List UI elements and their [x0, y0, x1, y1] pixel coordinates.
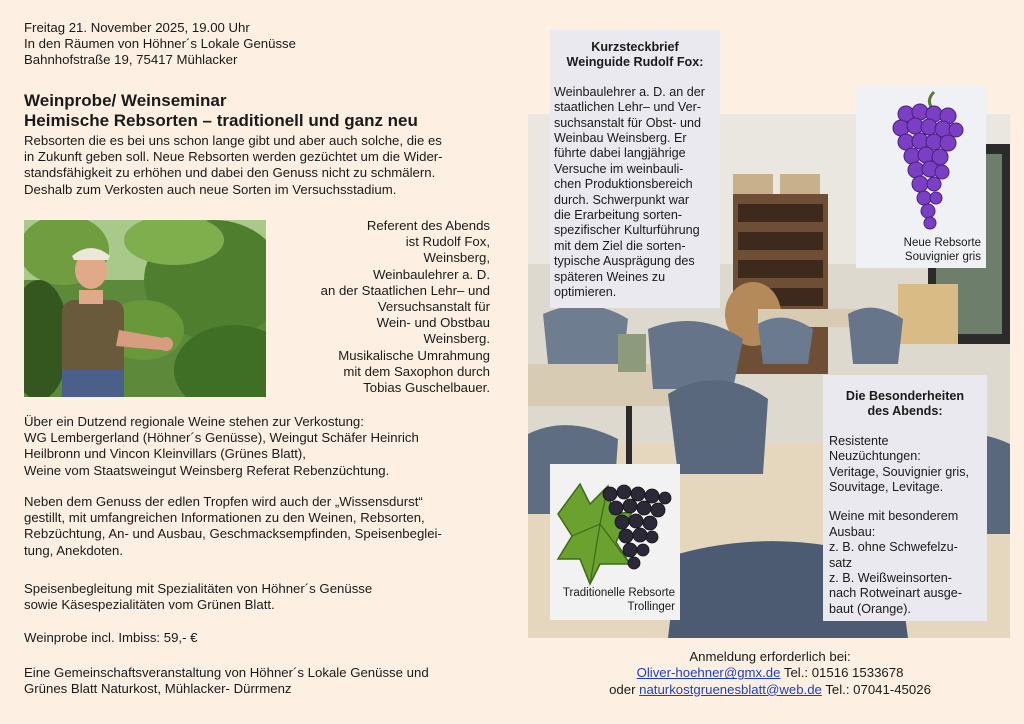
special-line: z. B. Weißweinsorten-: [829, 571, 952, 586]
profile-heading-line: Kurzsteckbrief: [591, 40, 679, 54]
referent-line: Tobias Guschelbauer.: [363, 380, 490, 396]
profile-line: mit dem Ziel die sorten-: [554, 238, 686, 253]
special-card: [823, 375, 987, 621]
price-text: Weinprobe incl. Imbiss: 59,- €: [24, 630, 198, 645]
wissensdurst-line: Rebzüchtung, An- und Ausbau, Geschmacksempfinden, Speisenbeglei-: [24, 526, 442, 542]
event-date: Freitag 21. November 2025, 19.00 Uhr: [24, 20, 250, 35]
wissensdurst-line: tung, Anekdoten.: [24, 542, 123, 558]
profile-line: Weinbau Weinsberg. Er: [554, 131, 687, 146]
profile-line: optimieren.: [554, 285, 617, 300]
wines-line: Heilbronn und Vincon Kleinvillars (Grünes Blatt),: [24, 446, 306, 462]
referent-line: Musikalische Umrahmung: [338, 347, 490, 363]
grape-old-caption: [563, 586, 675, 614]
profile-line: spezifischer Kulturführung: [554, 223, 700, 238]
organizers-line: Eine Gemeinschaftsveranstaltung von Höhner´s Lokale Genüsse und: [24, 665, 429, 680]
speisen-line: Speisenbegleitung mit Spezialitäten von Höhner´s Genüsse: [24, 581, 373, 596]
event-venue: In den Räumen von Höhner´s Lokale Genüsse: [24, 36, 296, 52]
special-line: nach Rotweinart ausge-: [829, 586, 963, 601]
profile-line: staatlichen Lehr– und Ver-: [554, 100, 702, 115]
wines-paragraph: [24, 414, 504, 479]
referent-line: mit dem Saxophon durch: [343, 363, 490, 379]
page-title: [24, 91, 494, 131]
phone-2: Tel.: 07041-45026: [821, 681, 931, 697]
referent-line: Referent des Abends: [366, 218, 490, 233]
referent-line: an der Staatlichen Lehr– und: [320, 282, 490, 298]
registration-line-1: [540, 665, 1000, 681]
profile-line: typische Ausprägung des: [554, 254, 695, 269]
intro-line: Deshalb zum Verkosten auch neue Sorten im Versuchsstadium.: [24, 181, 397, 197]
referent-line: Versuchsanstalt für: [377, 299, 490, 315]
referent-line: Weinbaulehrer a. D.: [372, 266, 490, 282]
special-line: Weine mit besonderem: [829, 509, 959, 524]
special-line: satz: [829, 555, 853, 570]
or-text: oder: [609, 681, 640, 697]
referent-line: Weinsberg,: [423, 250, 490, 266]
profile-line: die Erarbeitung sorten-: [554, 208, 683, 223]
referent-info: [272, 218, 490, 396]
profile-line: Versuche im weinbauli-: [554, 161, 684, 176]
wines-line: Über ein Dutzend regionale Weine stehen zur Verkostung:: [24, 414, 364, 429]
grape-new-caption-line: Souvignier gris: [904, 251, 981, 263]
special-heading-line: des Abends:: [867, 404, 943, 419]
special-line: Neuzüchtungen:: [829, 449, 921, 464]
referent-line: ist Rudolf Fox,: [405, 234, 490, 250]
special-line: Souvitage, Levitage.: [829, 480, 944, 495]
profile-line: führte dabei langjährige: [554, 146, 686, 161]
referent-line: Weinsberg.: [423, 331, 490, 347]
intro-line: standsfähigkeit zu erhöhen und dabei den Genuss nicht zu schmälern.: [24, 165, 436, 181]
title-line-2: Heimische Rebsorten – traditionell und ganz neu: [24, 111, 418, 130]
organizers-paragraph: [24, 665, 504, 697]
speisen-paragraph: [24, 581, 504, 613]
registration-line-2: [540, 682, 1000, 698]
intro-line: in Zukunft geben soll. Neue Rebsorten werden gezüchtet um die Wider-: [24, 149, 443, 165]
profile-line: Weinbaulehrer a. D. an der: [554, 84, 705, 99]
grape-old-caption-line: Trollinger: [627, 601, 675, 613]
profile-line: durch. Schwerpunkt war: [554, 192, 690, 207]
wissensdurst-line: gestillt, mit umfangreichen Informationen zu den Weinen, Rebsorten,: [24, 510, 425, 526]
profile-card: [550, 30, 720, 308]
profile-line: späteren Weines zu: [554, 269, 666, 284]
grape-old-figure: [550, 464, 680, 620]
profile-card-heading: [554, 40, 716, 71]
intro-paragraph: [24, 133, 504, 198]
grape-new-caption-line: Neue Rebsorte: [903, 237, 981, 249]
special-line: Resistente: [829, 433, 889, 448]
title-line-1: Weinprobe/ Weinseminar: [24, 91, 227, 110]
special-line: z. B. ohne Schwefelzu-: [829, 540, 958, 555]
organizers-line: Grünes Blatt Naturkost, Mühlacker- Dürrmenz: [24, 681, 292, 697]
email-link-gruenesblatt[interactable]: naturkostgruenesblatt@web.de: [639, 681, 822, 697]
special-line: Ausbau:: [829, 524, 876, 539]
wissensdurst-line: Neben dem Genuss der edlen Tropfen wird auch der „Wissensdurst“: [24, 494, 423, 509]
referent-photo: [24, 220, 266, 397]
profile-line: chen Produktionsbereich: [554, 177, 693, 192]
grape-new-caption: [904, 236, 981, 264]
phone-1: Tel.: 01516 1533678: [780, 665, 904, 681]
wines-line: WG Lembergerland (Höhner´s Genüsse), Weingut Schäfer Heinrich: [24, 430, 419, 446]
wines-line: Weine vom Staatsweingut Weinsberg Referat Rebenzüchtung.: [24, 462, 390, 478]
profile-line: suchsanstalt für Obst- und: [554, 115, 701, 130]
special-line: Veritage, Souvignier gris,: [829, 464, 970, 479]
speisen-line: sowie Käsespezialitäten vom Grünen Blatt.: [24, 597, 275, 613]
wissensdurst-paragraph: [24, 494, 504, 559]
special-line: baut (Orange).: [829, 601, 911, 616]
profile-heading-line: Weinguide Rudolf Fox:: [566, 55, 704, 70]
special-heading-line: Die Besonderheiten: [845, 389, 965, 403]
registration-block: [540, 649, 1000, 698]
intro-line: Rebsorten die es bei uns schon lange gibt und aber auch solche, die es: [24, 133, 442, 148]
event-address: Bahnhofstraße 19, 75417 Mühlacker: [24, 52, 238, 68]
special-card-heading: [829, 389, 981, 420]
event-header: [24, 20, 464, 69]
email-link-oliver[interactable]: Oliver-hoehner@gmx.de: [636, 665, 781, 681]
grape-new-figure: [856, 86, 986, 268]
registration-heading: Anmeldung erforderlich bei:: [689, 649, 851, 664]
grape-old-caption-line: Traditionelle Rebsorte: [562, 587, 675, 599]
referent-line: Wein- und Obstbau: [376, 315, 490, 331]
